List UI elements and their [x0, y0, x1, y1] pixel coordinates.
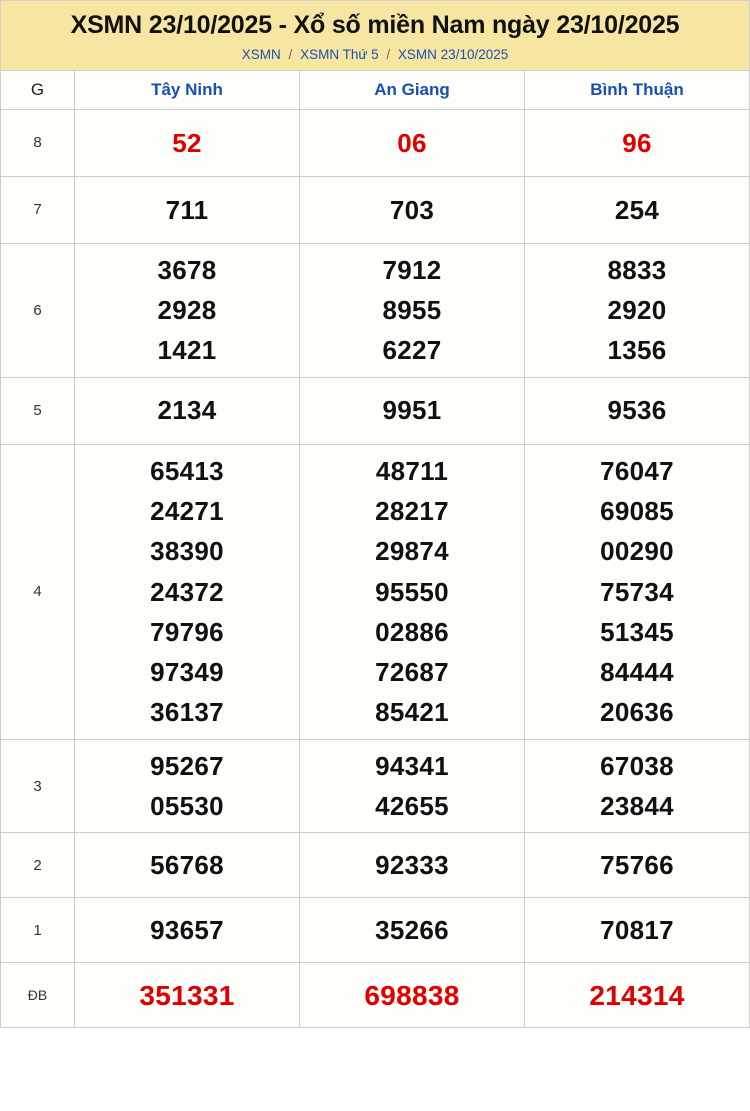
province-header-3: [525, 70, 750, 109]
prize-cell: [75, 444, 300, 739]
prize-label: ĐB: [1, 963, 75, 1028]
table-row: [1, 176, 750, 243]
prize-number: 85421: [375, 697, 449, 728]
prize-number: 698838: [364, 979, 460, 1011]
prize-number: 84444: [600, 657, 674, 688]
prize-number: 93657: [150, 915, 224, 946]
prize-number: 97349: [150, 657, 224, 688]
page-title: XSMN 23/10/2025 - Xổ số miền Nam ngày 23/10/2025: [70, 11, 680, 39]
prize-number: 8833: [607, 254, 667, 285]
prize-number: 79796: [150, 616, 224, 647]
prize-cell: [300, 109, 525, 176]
prize-label: 5: [1, 377, 75, 444]
lottery-result-table: [0, 70, 750, 1029]
prize-label: 3: [1, 739, 75, 833]
breadcrumb-separator-1: /: [288, 46, 293, 62]
prize-number: 65413: [150, 455, 224, 486]
prize-cell: [75, 377, 300, 444]
prize-number: 2928: [157, 295, 217, 326]
prize-cell: [300, 176, 525, 243]
prize-number: 95267: [150, 750, 224, 781]
prize-number: 69085: [600, 495, 674, 526]
prize-number: 351331: [139, 979, 235, 1011]
table-row: [1, 243, 750, 377]
prize-label: 7: [1, 176, 75, 243]
province-link-3[interactable]: Bình Thuận: [590, 79, 684, 99]
breadcrumb-item-3[interactable]: XSMN 23/10/2025: [397, 46, 509, 62]
prize-number: 7912: [382, 254, 442, 285]
prize-cell: [300, 833, 525, 898]
prize-cell: [525, 176, 750, 243]
table-row: [1, 833, 750, 898]
prize-number: 29874: [375, 536, 449, 567]
prize-number: 24271: [150, 495, 224, 526]
table-body: [1, 109, 750, 1028]
prize-number: 56768: [150, 850, 224, 881]
prize-cell: [525, 377, 750, 444]
prize-number: 711: [165, 194, 209, 225]
province-header-1: [75, 70, 300, 109]
prize-number: 75734: [600, 576, 674, 607]
province-link-1[interactable]: Tây Ninh: [151, 79, 223, 99]
prize-number: 1356: [607, 335, 667, 366]
prize-cell: [525, 963, 750, 1028]
prize-number: 2134: [157, 395, 217, 426]
prize-cell: [75, 833, 300, 898]
prize-number: 9536: [607, 395, 667, 426]
prize-number: 67038: [600, 750, 674, 781]
prize-number: 2920: [607, 295, 667, 326]
prize-number: 35266: [375, 915, 449, 946]
province-link-2[interactable]: An Giang: [374, 79, 450, 99]
prize-number: 9951: [382, 395, 442, 426]
prize-number: 3678: [157, 254, 217, 285]
prize-cell: [75, 109, 300, 176]
prize-number: 214314: [589, 979, 685, 1011]
prize-number: 76047: [600, 455, 674, 486]
prize-cell: [75, 963, 300, 1028]
prize-number: 52: [172, 127, 202, 158]
prize-cell: [525, 109, 750, 176]
prize-cell: [75, 898, 300, 963]
prize-number: 254: [614, 194, 660, 225]
prize-number: 94341: [375, 750, 449, 781]
prize-number: 72687: [375, 657, 449, 688]
table-row: [1, 444, 750, 739]
breadcrumb: [9, 47, 741, 62]
prize-number: 96: [622, 127, 652, 158]
prize-label: 8: [1, 109, 75, 176]
page-header: [0, 0, 750, 70]
prize-number: 02886: [375, 616, 449, 647]
prize-number: 06: [397, 127, 427, 158]
prize-number: 38390: [150, 536, 224, 567]
prize-label: 2: [1, 833, 75, 898]
breadcrumb-item-2[interactable]: XSMN Thứ 5: [300, 46, 379, 62]
prize-label: 4: [1, 444, 75, 739]
prize-label: 6: [1, 243, 75, 377]
prize-cell: [300, 898, 525, 963]
prize-cell: [525, 833, 750, 898]
prize-cell: [525, 739, 750, 833]
prize-number: 20636: [600, 697, 674, 728]
prize-number: 70817: [600, 915, 674, 946]
prize-number: 42655: [375, 791, 449, 822]
prize-cell: [525, 898, 750, 963]
prize-number: 36137: [150, 697, 224, 728]
prize-number: 51345: [600, 616, 674, 647]
prize-number: 703: [389, 194, 435, 225]
prize-cell: [300, 243, 525, 377]
breadcrumb-separator-2: /: [386, 46, 391, 62]
prize-number: 28217: [375, 495, 449, 526]
table-header-row: [1, 70, 750, 109]
prize-cell: [525, 444, 750, 739]
prize-number: 92333: [375, 850, 449, 881]
prize-cell: [300, 963, 525, 1028]
table-head: [1, 70, 750, 109]
prize-number: 1421: [157, 335, 217, 366]
prize-number: 95550: [375, 576, 449, 607]
table-row: [1, 963, 750, 1028]
prize-number: 24372: [150, 576, 224, 607]
prize-cell: [300, 444, 525, 739]
table-row: [1, 739, 750, 833]
prize-label: 1: [1, 898, 75, 963]
prize-number: 75766: [600, 850, 674, 881]
prize-column-header: G: [1, 70, 75, 109]
prize-cell: [75, 243, 300, 377]
prize-number: 8955: [382, 295, 442, 326]
prize-number: 48711: [375, 455, 449, 486]
prize-cell: [300, 739, 525, 833]
prize-cell: [75, 176, 300, 243]
prize-cell: [300, 377, 525, 444]
prize-number: 6227: [382, 335, 442, 366]
table-row: [1, 109, 750, 176]
table-row: [1, 898, 750, 963]
prize-cell: [525, 243, 750, 377]
prize-number: 23844: [600, 791, 674, 822]
breadcrumb-item-1[interactable]: XSMN: [241, 46, 281, 62]
province-header-2: [300, 70, 525, 109]
table-row: [1, 377, 750, 444]
prize-number: 05530: [150, 791, 224, 822]
prize-cell: [75, 739, 300, 833]
prize-number: 00290: [600, 536, 674, 567]
